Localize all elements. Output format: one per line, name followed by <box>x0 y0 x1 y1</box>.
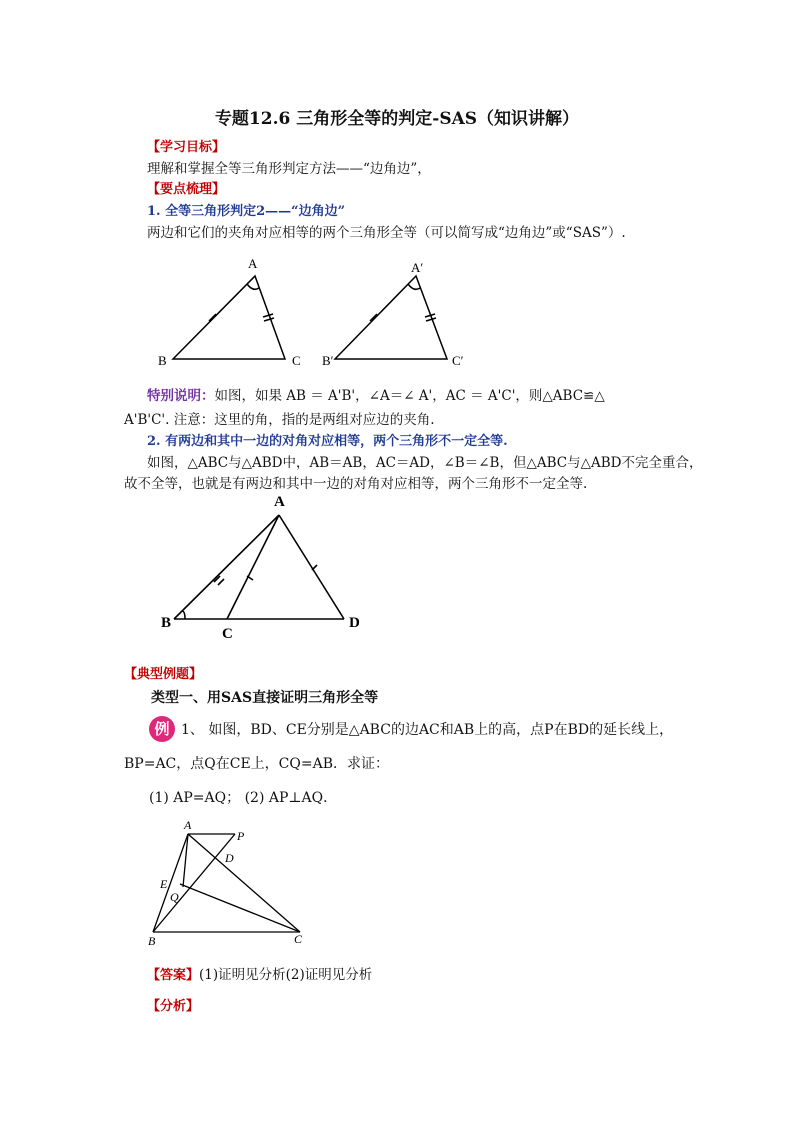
key-points-heading: 【要点梳理】 <box>147 182 226 197</box>
typical-examples-heading: 【典型例题】 <box>124 667 203 682</box>
triangle-abc-prime <box>335 276 447 359</box>
point1-text: 两边和它们的夹角对应相等的两个三角形全等（可以简写成“边角边”或“SAS”）. <box>147 225 626 241</box>
segment-ac3 <box>188 834 300 932</box>
point2-line1: 如图，△ABC与△ABD中，AB＝AB，AC＝AD，∠B＝∠B，但△ABC与△ABD不完全重合， <box>147 455 703 471</box>
special-note-line2: A'B'C'. 注意：这里的角，指的是两组对应边的夹角. <box>124 412 435 428</box>
figure-sas-triangles <box>150 252 480 377</box>
label-c-prime: C′ <box>452 353 464 368</box>
label-c3: C <box>294 932 303 946</box>
label-b-prime: B′ <box>322 353 334 368</box>
segment-ce3 <box>180 884 300 932</box>
label-q3: Q <box>170 890 179 904</box>
figure-ssa-counterexample <box>150 486 380 642</box>
label-p3: P <box>237 829 245 843</box>
tick-ab-2 <box>218 579 224 585</box>
label-a: A <box>248 256 258 271</box>
angle-arc-a <box>247 284 259 289</box>
answer-line <box>147 963 372 983</box>
label-a-prime: A′ <box>411 260 424 275</box>
learning-goal-text: 理解和掌握全等三角形判定方法——“边角边”， <box>147 161 431 177</box>
learning-goal-heading: 【学习目标】 <box>147 140 226 155</box>
triangle-abc <box>173 276 285 359</box>
example-parts: (1) AP=AQ； (2) AP⊥AQ． <box>149 790 338 806</box>
point2-heading: 2. 有两边和其中一边的对角对应相等，两个三角形不一定全等. <box>147 434 508 449</box>
type1-heading: 类型一、用SAS直接证明三角形全等 <box>151 690 379 706</box>
special-note-label: 特别说明： <box>147 388 215 404</box>
label-a2: A <box>274 494 285 510</box>
segment-ab <box>174 515 279 619</box>
example-line1: 1、 如图，BD、CE分别是△ABC的边AC和AB上的高，点P在BD的延长线上， <box>181 722 674 738</box>
segment-ad <box>279 515 344 619</box>
special-note-line1 <box>147 384 605 404</box>
label-c: C <box>292 353 301 368</box>
example-badge: 例 <box>149 716 175 742</box>
point2-line2: 故不全等，也就是有两边和其中一边的对角对应相等，两个三角形不一定全等. <box>124 476 588 492</box>
label-e3: E <box>160 877 168 891</box>
segment-ac <box>227 515 279 619</box>
tick-ac-2 <box>264 318 274 321</box>
figure-example1 <box>140 816 320 951</box>
label-a3: A <box>184 818 192 832</box>
tick-ac-prime-2 <box>426 318 436 321</box>
label-d2: D <box>349 615 360 631</box>
answer-text: (1)证明见分析(2)证明见分析 <box>199 967 373 983</box>
label-b3: B <box>148 934 156 948</box>
label-b: B <box>158 353 167 368</box>
label-b2: B <box>161 615 172 631</box>
example-line2: BP=AC，点Q在CE上，CQ=AB．求证： <box>124 756 389 772</box>
label-c2: C <box>222 626 233 642</box>
label-d3: D <box>225 851 234 865</box>
answer-label: 【答案】 <box>147 968 200 983</box>
angle-arc-b <box>182 611 185 619</box>
angle-arc-a-prime <box>408 284 420 289</box>
tick-ac-1 <box>263 314 273 317</box>
analysis-heading: 【分析】 <box>147 999 200 1014</box>
special-note-text: 如图，如果 AB ＝ A'B'，∠A＝∠ A'，AC ＝ A'C'，则△ABC≌△ <box>214 388 605 404</box>
point1-heading: 1. 全等三角形判定2——“边角边” <box>147 204 346 219</box>
page-title: 专题12.6 三角形全等的判定-SAS（知识讲解） <box>214 109 580 129</box>
